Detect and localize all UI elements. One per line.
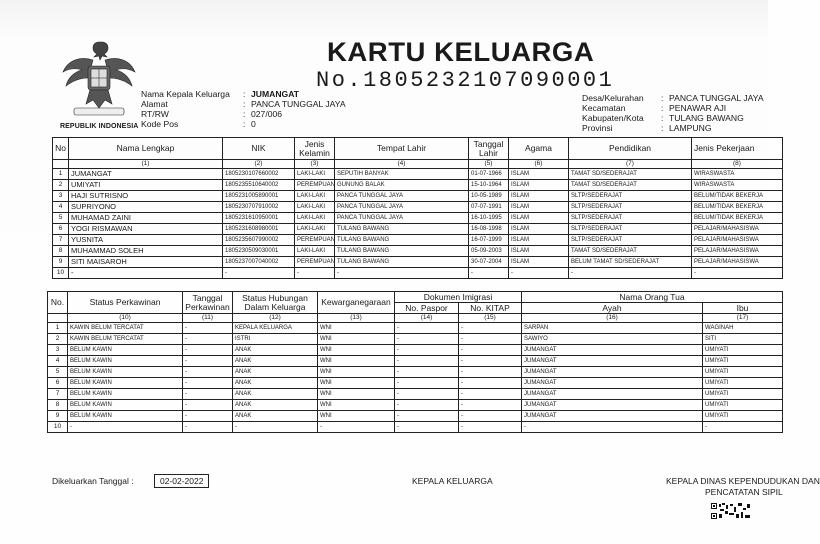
table-cell: 16-10-1995	[469, 213, 509, 224]
table-cell: SITI	[703, 334, 783, 345]
head-value: LAMPUNG	[669, 123, 712, 133]
index-label: (6)	[509, 160, 569, 169]
table-cell: JUMANGAT	[522, 356, 703, 367]
document-title: KARTU KELUARGA	[327, 37, 595, 67]
table-cell: BELUM KAWIN	[68, 367, 183, 378]
table-cell: PELAJAR/MAHASISWA	[692, 224, 783, 235]
table-cell: ISLAM	[509, 213, 569, 224]
header-nama-orang-tua: Nama Orang Tua	[522, 292, 783, 303]
table-cell: ANAK	[233, 345, 318, 356]
table-cell: TULANG BAWANG	[335, 235, 469, 246]
table-row	[53, 180, 783, 191]
table-cell: -	[183, 422, 233, 433]
table-cell: 15-10-1964	[469, 180, 509, 191]
table-cell: WNI	[318, 411, 395, 422]
table-cell: BELUM KAWIN	[68, 356, 183, 367]
table-cell: TAMAT SD/SEDERAJAT	[569, 180, 692, 191]
document-number: No.1805232107090001	[316, 68, 615, 93]
head-label: Kecamatan	[582, 103, 626, 113]
table-cell: ISLAM	[509, 246, 569, 257]
table-cell: -	[183, 389, 233, 400]
header-ayah: Ayah	[522, 303, 703, 314]
table-cell: -	[459, 356, 522, 367]
table-cell: -	[459, 367, 522, 378]
index-label: (13)	[318, 314, 395, 323]
table-cell: 1805231005890001	[223, 191, 295, 202]
table-row	[48, 323, 783, 334]
index-label: (10)	[68, 314, 183, 323]
header-jenis-kelamin: Jenis Kelamin	[295, 138, 335, 160]
table-cell: ANAK	[233, 356, 318, 367]
table-cell: -	[183, 323, 233, 334]
table-cell: -	[395, 378, 459, 389]
table-cell: PELAJAR/MAHASISWA	[692, 257, 783, 268]
header-ibu: Ibu	[703, 303, 783, 314]
head-label: Alamat	[141, 99, 168, 109]
table-cell: UMIYATI	[703, 389, 783, 400]
table-cell: 7	[48, 389, 68, 400]
table-row	[53, 202, 783, 213]
table-cell: -	[183, 334, 233, 345]
table-cell: WAGINAH	[703, 323, 783, 334]
table-cell: -	[183, 400, 233, 411]
table-cell: -	[183, 411, 233, 422]
table-cell: WIRASWASTA	[692, 169, 783, 180]
table-cell: JUMANGAT	[522, 400, 703, 411]
table-cell: -	[459, 378, 522, 389]
table-cell: -	[459, 400, 522, 411]
table-cell: 5	[53, 213, 69, 224]
table-cell: 07-07-1991	[469, 202, 509, 213]
header-agama: Agama	[509, 138, 569, 160]
table-cell: UMIYATI	[703, 345, 783, 356]
head-value: PENAWAR AJI	[669, 103, 727, 113]
head-value: 027/006	[251, 109, 283, 119]
table-cell: -	[703, 422, 783, 433]
table-cell: TULANG BAWANG	[335, 257, 469, 268]
table-cell: BELUM KAWIN	[68, 389, 183, 400]
table-cell: PEREMPUAN	[295, 257, 335, 268]
table-cell: WNI	[318, 378, 395, 389]
head-right-values	[669, 93, 764, 133]
head-value: JUMANGAT	[251, 89, 300, 99]
table-cell: -	[233, 422, 318, 433]
table-cell: -	[692, 268, 783, 279]
table-cell: 9	[48, 411, 68, 422]
table-cell: UMIYATI	[703, 378, 783, 389]
table-cell: JUMANGAT	[522, 389, 703, 400]
table-cell: GUNUNG BALAK	[335, 180, 469, 191]
table-cell: JUMANGAT	[522, 411, 703, 422]
table-cell: LAKI-LAKI	[295, 169, 335, 180]
table-cell: ISLAM	[509, 235, 569, 246]
table-cell: 8	[53, 246, 69, 257]
table-cell: -	[395, 356, 459, 367]
issued-date: 02-02-2022	[154, 474, 209, 488]
table-cell: BELUM TAMAT SD/SEDERAJAT	[569, 257, 692, 268]
table-cell: LAKI-LAKI	[295, 191, 335, 202]
table-cell: -	[395, 400, 459, 411]
table-cell: ISLAM	[509, 202, 569, 213]
table-cell: 1	[53, 169, 69, 180]
index-label: (5)	[469, 160, 509, 169]
table-row	[53, 224, 783, 235]
head-label: Nama Kepala Keluarga	[141, 89, 230, 99]
table-row	[48, 389, 783, 400]
table-cell: -	[509, 268, 569, 279]
emblem-caption: REPUBLIK INDONESIA	[60, 123, 139, 130]
table-cell: -	[459, 411, 522, 422]
table-cell: BELUM/TIDAK BEKERJA	[692, 213, 783, 224]
head-label: Desa/Kelurahan	[582, 93, 644, 103]
table-cell: LAKI-LAKI	[295, 213, 335, 224]
table-cell: 30-07-2004	[469, 257, 509, 268]
table-cell: 1805231610950001	[223, 213, 295, 224]
table-cell: 10	[53, 268, 69, 279]
table-cell: ISLAM	[509, 191, 569, 202]
head-value: TULANG BAWANG	[669, 113, 744, 123]
table-cell: 5	[48, 367, 68, 378]
table-row	[48, 378, 783, 389]
pencatatan-sipil-title: PENCATATAN SIPIL	[705, 487, 783, 497]
table-row	[53, 268, 783, 279]
table-cell: UMIYATI	[703, 400, 783, 411]
table-cell: 4	[48, 356, 68, 367]
table-cell: UMIYATI	[69, 180, 223, 191]
table-cell: -	[183, 356, 233, 367]
table-cell: SEPUTIH BANYAK	[335, 169, 469, 180]
table-cell: ISLAM	[509, 169, 569, 180]
table-cell: -	[318, 422, 395, 433]
header-tanggal-perkawinan: Tanggal Perkawinan	[183, 292, 233, 314]
table-cell: YOGI RISMAWAN	[69, 224, 223, 235]
table-cell: TAMAT SD/SEDERAJAT	[569, 246, 692, 257]
table-cell: SLTP/SEDERAJAT	[569, 213, 692, 224]
table-cell: ISLAM	[509, 180, 569, 191]
table-row	[48, 400, 783, 411]
head-right-colons: : : : :	[661, 93, 664, 133]
table-cell: -	[223, 268, 295, 279]
table-cell: JUMANGAT	[69, 169, 223, 180]
index-label: (11)	[183, 314, 233, 323]
table-cell: SAWIYO	[522, 334, 703, 345]
table-row	[48, 422, 783, 433]
table-cell: WNI	[318, 345, 395, 356]
table-cell: BELUM/TIDAK BEKERJA	[692, 191, 783, 202]
index-label: (17)	[703, 314, 783, 323]
table-cell: UMIYATI	[703, 411, 783, 422]
table-cell: -	[395, 345, 459, 356]
table-cell: ANAK	[233, 378, 318, 389]
table-cell: -	[469, 268, 509, 279]
header-nik: NIK	[223, 138, 295, 160]
table-cell: -	[335, 268, 469, 279]
header-tanggal-lahir: Tanggal Lahir	[469, 138, 509, 160]
table-cell: ANAK	[233, 411, 318, 422]
table-row	[48, 345, 783, 356]
issued-date-row: Dikeluarkan Tanggal : 02-02-2022	[52, 474, 209, 488]
table-cell: -	[395, 422, 459, 433]
table-cell: WIRASWASTA	[692, 180, 783, 191]
header-no: No	[53, 138, 69, 160]
index-label: (14)	[395, 314, 459, 323]
table-cell: 1805235510640002	[223, 180, 295, 191]
table-cell: HAJI SUTRISNO	[69, 191, 223, 202]
garuda-emblem-icon	[60, 38, 138, 120]
table-row	[48, 356, 783, 367]
table-cell: 3	[53, 191, 69, 202]
table-cell: LAKI-LAKI	[295, 224, 335, 235]
header-no-kitap: No. KITAP	[459, 303, 522, 314]
table-cell: BELUM KAWIN	[68, 400, 183, 411]
table-cell: ANAK	[233, 367, 318, 378]
table-cell: KAWIN BELUM TERCATAT	[68, 323, 183, 334]
table-cell: -	[522, 422, 703, 433]
table-cell: TULANG BAWANG	[335, 246, 469, 257]
table-row	[48, 367, 783, 378]
head-label: RT/RW	[141, 109, 169, 119]
kepala-keluarga-signature: KEPALA KELUARGA	[412, 476, 493, 486]
head-left-labels	[141, 89, 230, 129]
table-cell: BELUM KAWIN	[68, 345, 183, 356]
table-cell: JUMANGAT	[522, 345, 703, 356]
table-cell: -	[295, 268, 335, 279]
table-cell: 1805231608980001	[223, 224, 295, 235]
index-label: (1)	[69, 160, 223, 169]
table-row	[53, 235, 783, 246]
table-row	[53, 246, 783, 257]
table-cell: UMIYATI	[703, 367, 783, 378]
table-cell: PANCA TUNGGAL JAYA	[335, 213, 469, 224]
table-cell: -	[395, 389, 459, 400]
head-label: Kabupaten/Kota	[582, 113, 644, 123]
table-cell: 1805230107660002	[223, 169, 295, 180]
head-label: Kode Pos	[141, 119, 179, 129]
table-cell: -	[569, 268, 692, 279]
table-cell: WNI	[318, 334, 395, 345]
table-cell: KEPALA KELUARGA	[233, 323, 318, 334]
table-row	[53, 169, 783, 180]
table-cell: 3	[48, 345, 68, 356]
table-cell: WNI	[318, 400, 395, 411]
table-cell: 1805230707910002	[223, 202, 295, 213]
table-cell: -	[183, 367, 233, 378]
kepala-dinas-title: KEPALA DINAS KEPENDUDUKAN DAN	[666, 476, 820, 486]
table-cell: 1	[48, 323, 68, 334]
civil-status-table	[47, 291, 783, 433]
header-status-perkawinan: Status Perkawinan	[68, 292, 183, 314]
table-cell: 6	[48, 378, 68, 389]
table-cell: SLTP/SEDERAJAT	[569, 191, 692, 202]
table-cell: WNI	[318, 323, 395, 334]
table-cell: PELAJAR/MAHASISWA	[692, 235, 783, 246]
table-cell: 05-09-2003	[469, 246, 509, 257]
table-cell: YUSNITA	[69, 235, 223, 246]
table-cell: 8	[48, 400, 68, 411]
head-left-colons: : : : :	[243, 89, 246, 129]
table-cell: ISLAM	[509, 257, 569, 268]
header-nama: Nama Lengkap	[69, 138, 223, 160]
index-label: (15)	[459, 314, 522, 323]
table-row	[53, 213, 783, 224]
index-label: (4)	[335, 160, 469, 169]
header-status-hubungan: Status Hubungan Dalam Keluarga	[233, 292, 318, 314]
table-cell: 16-07-1999	[469, 235, 509, 246]
table-cell: KAWIN BELUM TERCATAT	[68, 334, 183, 345]
index-label: (8)	[692, 160, 783, 169]
table-cell: -	[395, 367, 459, 378]
table-row	[48, 411, 783, 422]
table-cell: LAKI-LAKI	[295, 202, 335, 213]
table-cell: PANCA TUNGGAL JAYA	[335, 191, 469, 202]
table-cell: 2	[53, 180, 69, 191]
table-cell: PEREMPUAN	[295, 235, 335, 246]
table-cell: -	[459, 422, 522, 433]
header-kewarganegaraan: Kewarganegaraan	[318, 292, 395, 314]
index-label: (3)	[295, 160, 335, 169]
head-value: PANCA TUNGGAL JAYA	[251, 99, 346, 109]
table-cell: MUHAMAD ZAINI	[69, 213, 223, 224]
table-cell: 1805235607990002	[223, 235, 295, 246]
table-cell: -	[459, 345, 522, 356]
table-cell: TULANG BAWANG	[335, 224, 469, 235]
table-cell: JUMANGAT	[522, 367, 703, 378]
table-cell: SLTP/SEDERAJAT	[569, 235, 692, 246]
header-pendidikan: Pendidikan	[569, 138, 692, 160]
table-cell: MUHAMMAD SOLEH	[69, 246, 223, 257]
table-cell: -	[69, 268, 223, 279]
table-cell: PELAJAR/MAHASISWA	[692, 246, 783, 257]
table-cell: PANCA TUNGGAL JAYA	[335, 202, 469, 213]
table-cell: -	[68, 422, 183, 433]
header-no: No.	[48, 292, 68, 314]
table-cell: -	[459, 334, 522, 345]
table-cell: ANAK	[233, 400, 318, 411]
table-cell: 16-08-1998	[469, 224, 509, 235]
index-label: (16)	[522, 314, 703, 323]
header-dokumen-imigrasi: Dokumen Imigrasi	[395, 292, 522, 303]
table-cell: 1805237007040002	[223, 257, 295, 268]
head-right-labels	[582, 93, 644, 133]
table-cell: WNI	[318, 356, 395, 367]
table-cell: -	[183, 345, 233, 356]
header-pekerjaan: Jenis Pekerjaan	[692, 138, 783, 160]
table-cell: TAMAT SD/SEDERAJAT	[569, 169, 692, 180]
table-cell: ISLAM	[509, 224, 569, 235]
head-left-values	[251, 89, 346, 129]
table-row	[48, 334, 783, 345]
table-cell: WNI	[318, 389, 395, 400]
table-cell: JUMANGAT	[522, 378, 703, 389]
table-cell: LAKI-LAKI	[295, 246, 335, 257]
table-cell: ANAK	[233, 389, 318, 400]
table-cell: -	[459, 389, 522, 400]
table-cell: UMIYATI	[703, 356, 783, 367]
table-cell: -	[183, 378, 233, 389]
table-cell: SLTP/SEDERAJAT	[569, 224, 692, 235]
table-cell: PEREMPUAN	[295, 180, 335, 191]
index-label: (7)	[569, 160, 692, 169]
table-cell: 10	[48, 422, 68, 433]
table-cell: BELUM KAWIN	[68, 378, 183, 389]
table-cell: BELUM/TIDAK BEKERJA	[692, 202, 783, 213]
header-no-paspor: No. Paspor	[395, 303, 459, 314]
table-cell: 6	[53, 224, 69, 235]
table-cell: WNI	[318, 367, 395, 378]
head-value: PANCA TUNGGAL JAYA	[669, 93, 764, 103]
family-members-table	[52, 137, 783, 279]
table-cell: 4	[53, 202, 69, 213]
table-cell: BELUM KAWIN	[68, 411, 183, 422]
table-cell: 10-05-1989	[469, 191, 509, 202]
table-cell: SITI MAISAROH	[69, 257, 223, 268]
table-cell: 7	[53, 235, 69, 246]
table-row	[53, 191, 783, 202]
header-tempat-lahir: Tempat Lahir	[335, 138, 469, 160]
qr-code-icon	[711, 503, 751, 519]
table-cell: -	[395, 323, 459, 334]
head-label: Provinsi	[582, 123, 613, 133]
table-cell: SARPAN	[522, 323, 703, 334]
index-label: (2)	[223, 160, 295, 169]
table-cell: 9	[53, 257, 69, 268]
table-cell: -	[459, 323, 522, 334]
table-cell: SLTP/SEDERAJAT	[569, 202, 692, 213]
table-cell: -	[395, 334, 459, 345]
head-value: 0	[251, 119, 256, 129]
table-cell: 2	[48, 334, 68, 345]
table-cell: ISTRI	[233, 334, 318, 345]
table-cell: SUPRIYONO	[69, 202, 223, 213]
table-cell: -	[395, 411, 459, 422]
table-cell: 01-07-1966	[469, 169, 509, 180]
index-label: (12)	[233, 314, 318, 323]
table-row	[53, 257, 783, 268]
issued-label: Dikeluarkan Tanggal	[52, 476, 129, 486]
table-cell: 1805230509030001	[223, 246, 295, 257]
